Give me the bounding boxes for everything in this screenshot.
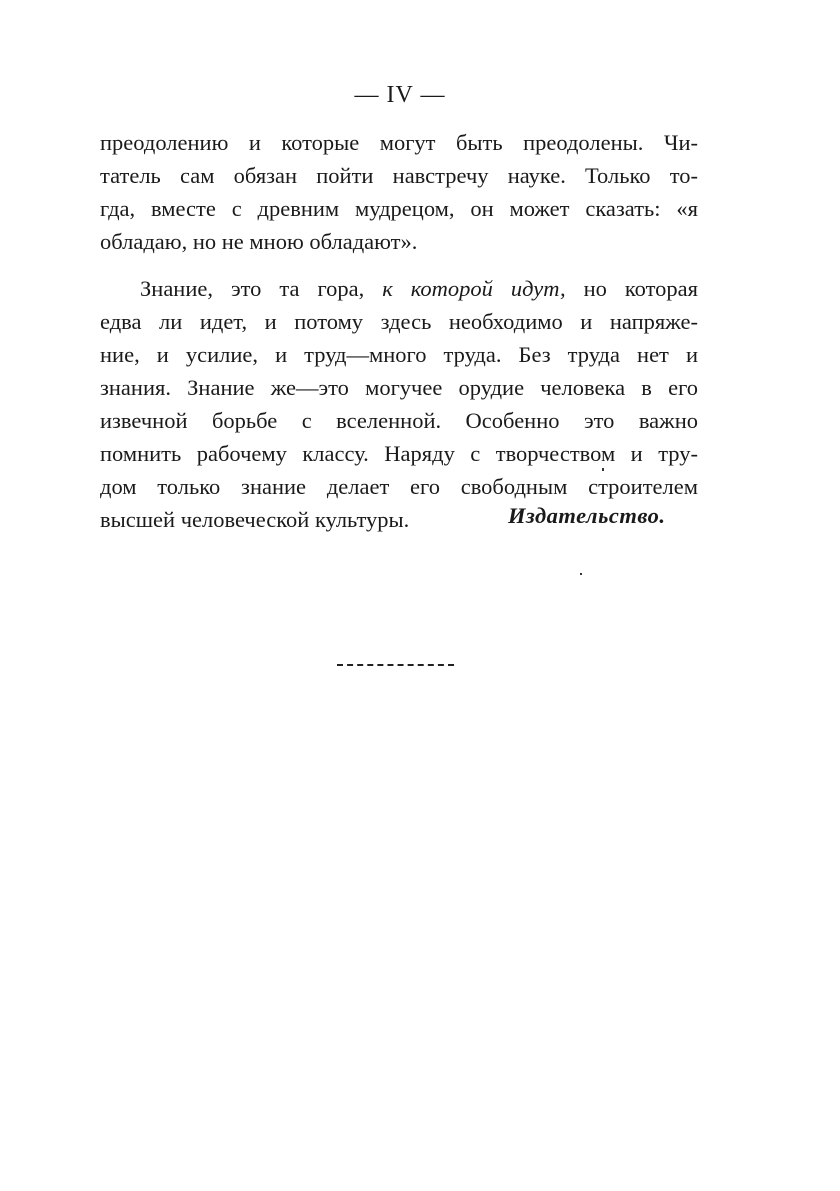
text-line-first <box>100 272 698 305</box>
text-line: ние, и усилие, и труд—много труда. Без труда нет и <box>100 342 698 367</box>
text-segment: но которая <box>583 276 699 301</box>
text-line: преодолению и которые могут быть преодолены. Чи- <box>100 130 698 155</box>
text-line: гда, вместе с древним мудрецом, он может сказать: «я <box>100 196 698 221</box>
text-line: татель сам обязан пойти навстречу науке. Только то- <box>100 163 698 188</box>
paragraph-1 <box>100 126 698 258</box>
text-line: знания. Знание же—это могучее орудие человека в его <box>100 375 698 400</box>
section-rule <box>337 664 454 666</box>
print-speck <box>580 573 582 575</box>
text-segment: Знание, это та гора, <box>140 276 365 301</box>
text-line: помнить рабочему классу. Наряду с творчеством и тру- <box>100 441 698 466</box>
text-line: едва ли идет, и потому здесь необходимо и напряже- <box>100 309 698 334</box>
text-line: извечной борьбе с вселенной. Особенно это важно <box>100 408 698 433</box>
paragraph-2 <box>100 272 698 536</box>
emphasis-text: к которой идут, <box>382 276 566 301</box>
text-line: обладаю, но не мною обладают». <box>100 229 418 254</box>
text-line: высшей человеческой культуры. <box>100 507 410 532</box>
print-speck <box>602 468 604 471</box>
page-number: — IV — <box>354 82 446 108</box>
text-line: дом только знание делает его свободным строителем <box>100 474 698 499</box>
body-text <box>100 126 698 536</box>
publisher-signature: Издательство. <box>508 503 666 528</box>
